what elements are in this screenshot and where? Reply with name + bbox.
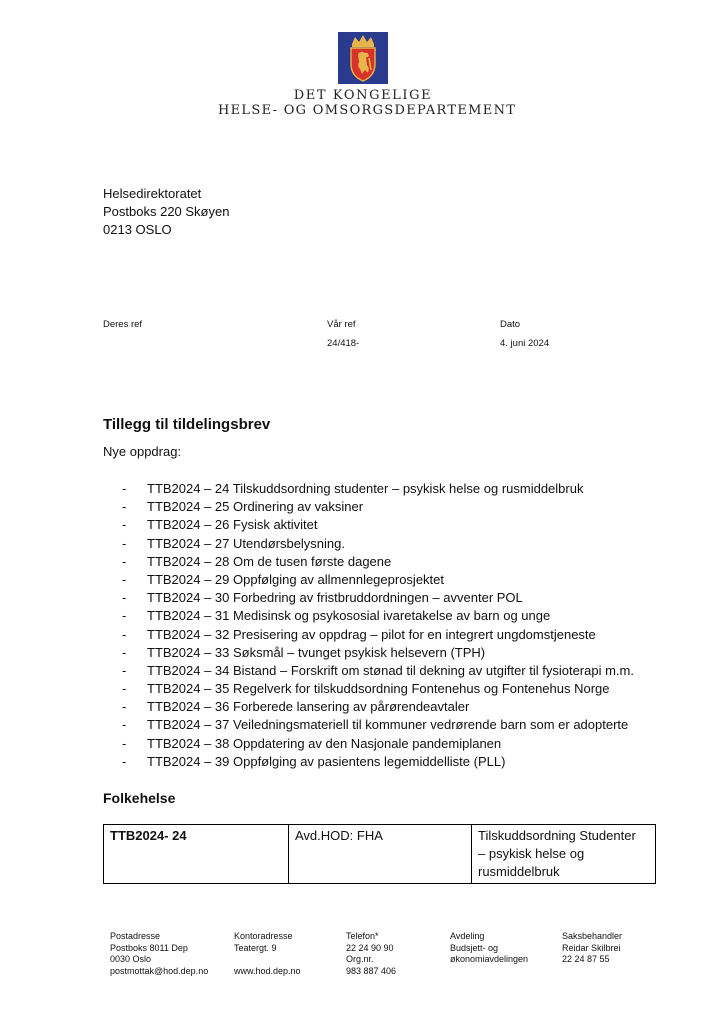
dato-value: 4. juni 2024 (500, 338, 550, 349)
list-item: - TTB2024 – 37 Veiledningsmateriell til kommuner vedrørende barn som er adopterte (122, 717, 629, 733)
list-item: - TTB2024 – 24 Tilskuddsordning studenter – psykisk helse og rusmiddelbruk (122, 481, 584, 496)
var-ref-value: 24/418- (327, 338, 360, 349)
table-cell-code: TTB2024- 24 (104, 825, 289, 884)
table-cell-dept: Avd.HOD: FHA (289, 825, 472, 884)
department-name-line2: HELSE- OG OMSORGSDEPARTEMENT (218, 103, 517, 118)
list-item: - TTB2024 – 25 Ordinering av vaksiner (122, 499, 364, 515)
footer-telefon: Telefon* 22 24 90 90 Org.nr. 983 887 406 (346, 931, 397, 976)
list-item: - TTB2024 – 31 Medisinsk og psykososial ivaretakelse av barn og unge (122, 608, 551, 624)
list-item: - TTB2024 – 39 Oppfølging av pasientens legemiddelliste (PLL) (122, 753, 506, 769)
deres-ref-label: Deres ref (103, 319, 143, 330)
letter-title: Tillegg til tildelingsbrev (103, 416, 271, 433)
letter-intro: Nye oppdrag: (103, 444, 182, 459)
list-item: - TTB2024 – 35 Regelverk for tilskuddsordning Fontenehus og Fontenehus Norge (122, 681, 610, 697)
recipient-address (103, 185, 229, 239)
table-cell-desc: Tilskuddsordning Studenter – psykisk helse og rusmiddelbruk (472, 825, 656, 884)
dato-label: Dato (500, 319, 521, 330)
list-item: - TTB2024 – 26 Fysisk aktivitet (122, 517, 318, 533)
list-item: - TTB2024 – 38 Oppdatering av den Nasjonale pandemiplanen (122, 735, 502, 751)
footer-postadresse: Postadresse Postboks 8011 Dep 0030 Oslo postmottak@hod.dep.no (110, 931, 209, 976)
list-item: - TTB2024 – 29 Oppfølging av allmennlegeprosjektet (122, 571, 445, 587)
footer-kontoradresse: Kontoradresse Teatergt. 9 www.hod.dep.no (234, 931, 301, 976)
recipient-street: Postboks 220 Skøyen (103, 204, 230, 219)
list-item: - TTB2024 – 32 Presisering av oppdrag – pilot for en integrert ungdomstjeneste (122, 626, 596, 642)
department-name-line1: DET KONGELIGE (293, 88, 433, 103)
list-item: - TTB2024 – 28 Om de tusen første dagene (122, 553, 392, 569)
letterhead (218, 32, 517, 118)
recipient-name: Helsedirektoratet (103, 186, 202, 201)
list-item: - TTB2024 – 34 Bistand – Forskrift om stønad til dekning av utgifter til fysioterapi m.m. (122, 662, 634, 678)
coat-of-arms-icon (338, 32, 388, 84)
footer-saksbehandler: Saksbehandler Reidar Skilbrei 22 24 87 55 (562, 931, 623, 964)
list-item: - TTB2024 – 30 Forbedring av fristbruddordningen – avventer POL (122, 590, 523, 606)
table-row (104, 825, 656, 884)
assignment-table (103, 824, 656, 884)
var-ref-label: Vår ref (327, 319, 356, 330)
assignment-list (122, 480, 634, 771)
list-item: - TTB2024 – 33 Søksmål – tvunget psykisk helsevern (TPH) (122, 644, 486, 660)
footer-avdeling: Avdeling Budsjett- og økonomiavdelingen (450, 931, 529, 964)
recipient-postcode: 0213 OSLO (103, 222, 172, 237)
list-item: - TTB2024 – 36 Forberede lansering av pårørendeavtaler (122, 699, 470, 715)
list-item: - TTB2024 – 27 Utendørsbelysning. (122, 535, 345, 551)
section-heading: Folkehelse (103, 790, 176, 806)
